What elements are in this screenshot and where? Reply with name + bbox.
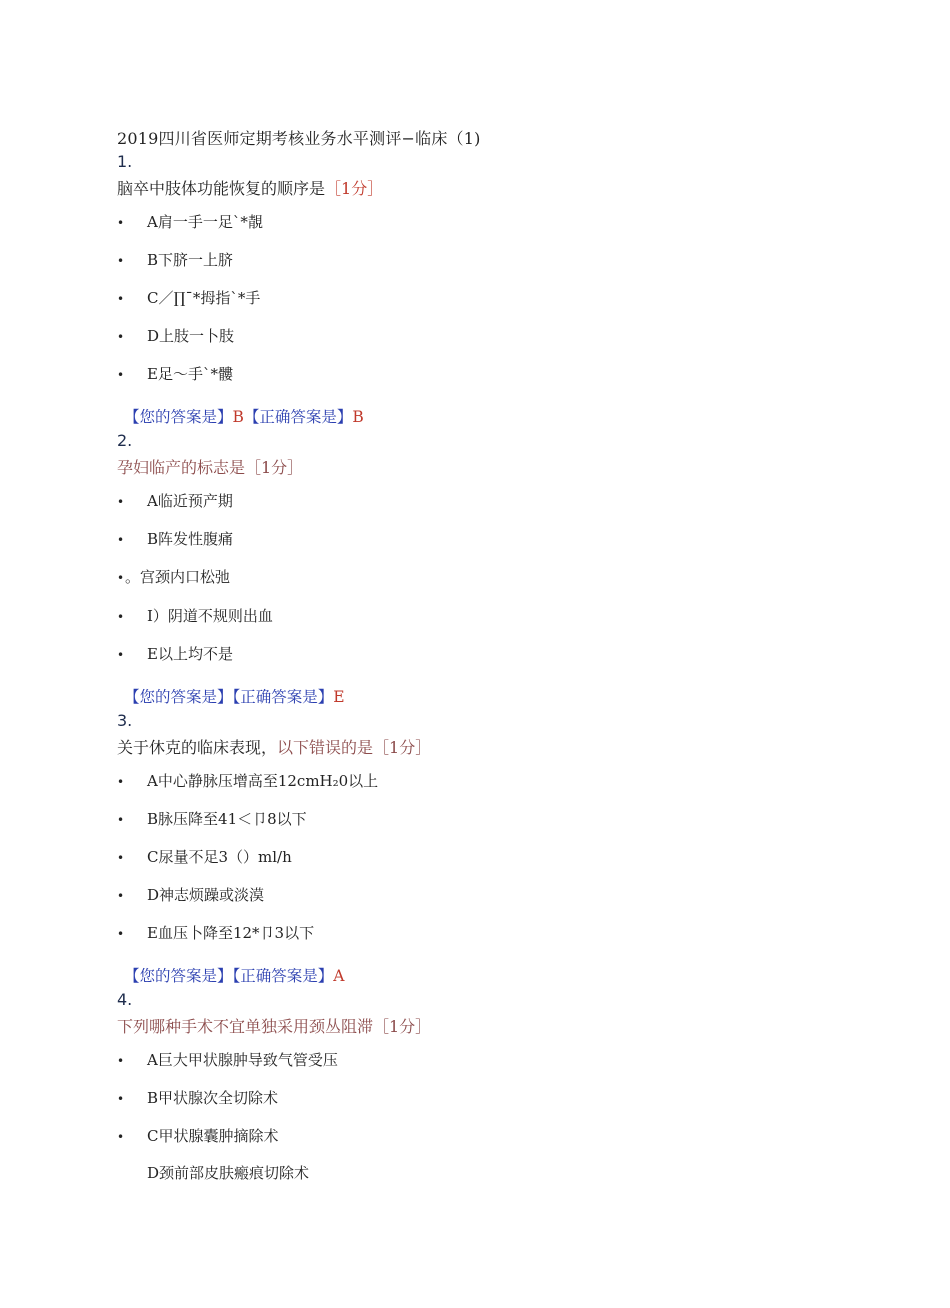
bullet-icon: • xyxy=(117,889,125,903)
bullet-icon: • xyxy=(117,330,125,344)
option-label: B阵发性腹痛 xyxy=(147,530,234,548)
option-label: E血压卜降至12*卩3以下 xyxy=(147,924,315,942)
question-3-option-c[interactable] xyxy=(117,846,292,867)
question-2-answer-line xyxy=(124,685,345,707)
bullet-icon: • xyxy=(117,775,125,789)
question-4-option-a[interactable] xyxy=(117,1049,338,1070)
bullet-icon: • xyxy=(117,571,125,585)
question-3-stem-highlight: 以下错误的是［1分］ xyxy=(277,738,432,757)
question-1-option-b[interactable] xyxy=(117,249,233,270)
question-1-option-c[interactable] xyxy=(117,287,260,308)
question-4-text: 下列哪种手术不宜单独采用颈丛阻滞［1分］ xyxy=(117,1017,432,1036)
correct-answer-value: E xyxy=(333,688,345,706)
option-label: C／∏ˉ*拇指ˋ*手 xyxy=(147,289,261,307)
question-1-answer-line xyxy=(124,405,364,427)
option-label: A中心静脉压增高至12cmH₂0以上 xyxy=(147,772,379,790)
question-3-option-a[interactable] xyxy=(117,770,378,791)
bullet-icon: • xyxy=(117,1092,125,1106)
bullet-icon: • xyxy=(117,495,125,509)
bullet-icon: • xyxy=(117,216,125,230)
question-2-option-c[interactable] xyxy=(117,566,230,587)
bullet-icon: • xyxy=(117,533,125,547)
bullet-icon: • xyxy=(117,254,125,268)
question-4-number: 4. xyxy=(117,990,133,1009)
question-4-option-c[interactable] xyxy=(117,1125,278,1146)
question-1-number: 1. xyxy=(117,152,133,171)
option-label: E足〜手ˋ*髏 xyxy=(147,365,233,383)
document-title: 2019四川省医师定期考核业务水平测评−临床（1) xyxy=(117,129,481,148)
option-label: E以上均不是 xyxy=(147,645,233,663)
question-3-text xyxy=(117,735,431,758)
question-3-stem: 关于休克的临床表现， xyxy=(117,738,278,757)
option-label: A肩一手一足ˋ*靚 xyxy=(147,213,263,231)
question-3-number: 3. xyxy=(117,711,133,730)
option-label: B脉压降至41＜卩8以下 xyxy=(147,810,307,828)
option-label: A临近预产期 xyxy=(147,492,233,510)
option-label: B甲状腺次全切除术 xyxy=(147,1089,279,1107)
correct-answer-value: B xyxy=(352,408,364,426)
question-2-number: 2. xyxy=(117,431,133,450)
bullet-icon: • xyxy=(117,851,125,865)
question-2-option-b[interactable] xyxy=(117,528,233,549)
bullet-icon: • xyxy=(117,1130,125,1144)
question-3-answer-line xyxy=(124,964,344,986)
question-2-option-e[interactable] xyxy=(117,643,233,664)
question-1-option-d[interactable] xyxy=(117,325,234,346)
question-1-option-a[interactable] xyxy=(117,211,263,232)
option-label: D神志烦躁或淡漠 xyxy=(147,886,265,904)
bullet-icon: • xyxy=(117,610,125,624)
your-answer-label: 【您的答案是】 xyxy=(124,688,233,706)
bullet-icon: • xyxy=(117,813,125,827)
question-4-option-d[interactable] xyxy=(117,1162,309,1183)
bullet-icon: • xyxy=(117,292,125,306)
correct-answer-label: 【正确答案是】 xyxy=(243,408,353,426)
option-label: C甲状腺囊肿摘除术 xyxy=(147,1127,279,1145)
question-1-option-e[interactable] xyxy=(117,363,233,384)
question-1-score: ［1分］ xyxy=(325,179,384,198)
option-label: B下脐一上脐 xyxy=(147,251,234,269)
correct-answer-label: 【正确答案是】 xyxy=(232,688,334,706)
option-label: D颈前部皮肤瘢痕切除术 xyxy=(147,1164,310,1182)
question-3-option-e[interactable] xyxy=(117,922,314,943)
correct-answer-value: A xyxy=(333,967,345,985)
option-label: C尿量不足3（）ml/h xyxy=(147,848,292,866)
option-label: 。宫颈内口松弛 xyxy=(125,568,231,586)
question-1-stem: 脑卒中肢体功能恢复的顺序是 xyxy=(117,179,326,198)
question-3-option-b[interactable] xyxy=(117,808,307,829)
your-answer-label: 【您的答案是】 xyxy=(124,967,233,985)
bullet-icon: • xyxy=(117,927,125,941)
question-4-option-b[interactable] xyxy=(117,1087,278,1108)
option-label: I）阴道不规则出血 xyxy=(147,607,273,625)
correct-answer-label: 【正确答案是】 xyxy=(232,967,334,985)
question-3-option-d[interactable] xyxy=(117,884,264,905)
option-label: A巨大甲状腺肿导致气管受压 xyxy=(147,1051,338,1069)
question-2-text: 孕妇临产的标志是［1分］ xyxy=(117,458,304,477)
question-2-option-a[interactable] xyxy=(117,490,233,511)
bullet-icon: • xyxy=(117,1054,125,1068)
question-2-option-d[interactable] xyxy=(117,605,273,626)
question-1-text xyxy=(117,176,383,199)
option-label: D上肢一卜肢 xyxy=(147,327,235,345)
bullet-icon: • xyxy=(117,368,125,382)
bullet-icon: • xyxy=(117,648,125,662)
your-answer-label: 【您的答案是】 xyxy=(124,408,233,426)
your-answer-value: B xyxy=(232,408,244,426)
